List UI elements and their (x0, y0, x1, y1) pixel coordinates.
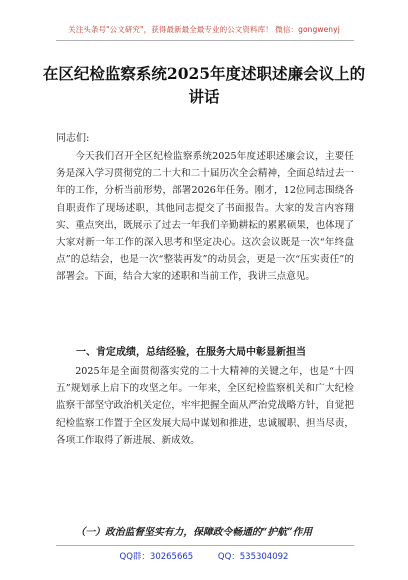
promo-header: 关注头条号"公文研究"，获得最新最全最专业的公文资料库！ 微信：gongwenyj (68, 25, 340, 34)
salutation: 同志们: (56, 133, 90, 144)
section-heading-1: 一、肯定成绩，总结经验，在服务大局中彰显新担当 (76, 347, 306, 358)
footer-divider (56, 545, 354, 546)
contact-footer (0, 550, 408, 562)
paragraph-review: 2025年是全面贯彻落实党的二十大精神的关键之年，也是“十四五”规划承上启下的攻坚之年。一年来，全区纪检监察机关和广大纪检监察干部坚守政治机关定位，牢牢把握全面从严治党战略方针，自觉把纪检监察工作置于全区发展大局中谋划和推进，忠诚履职、担当尽责，各项工作取得了新进展、新成效。 (56, 366, 354, 446)
qq-number: QQ：535304092 (217, 552, 289, 562)
qq-group-number: QQ群：30265665 (119, 552, 194, 562)
header-divider (56, 40, 354, 41)
paragraph-intro: 今天我们召开全区纪检监察系统2025年度述职述廉会议，主要任务是深入学习贯彻党的二十大和二十届历次全会精神，全面总结过去一年的工作，分析当前形势，部署2026年任务。刚才，12位同志围绕各自职责作了现场述职，其他同志提交了书面报告。大家的发言内容翔实、重点突出，既展示了过去一年我们辛勤耕耘的累累硕果，也体现了大家对新一年工作的深入思考和坚定决心。这次会议既是一次“年终盘点”的总结会，也是一次“整装再发”的动员会，更是一次“压实责任”的部署会。下面，结合大家的述职和当前工作，我讲三点意见。 (56, 151, 354, 283)
subsection-heading-1: （一）政治监督坚实有力，保障政令畅通的“护航”作用 (75, 527, 313, 538)
document-title: 在区纪检监察系统2025年度述职述廉会议上的讲话 (42, 64, 366, 106)
